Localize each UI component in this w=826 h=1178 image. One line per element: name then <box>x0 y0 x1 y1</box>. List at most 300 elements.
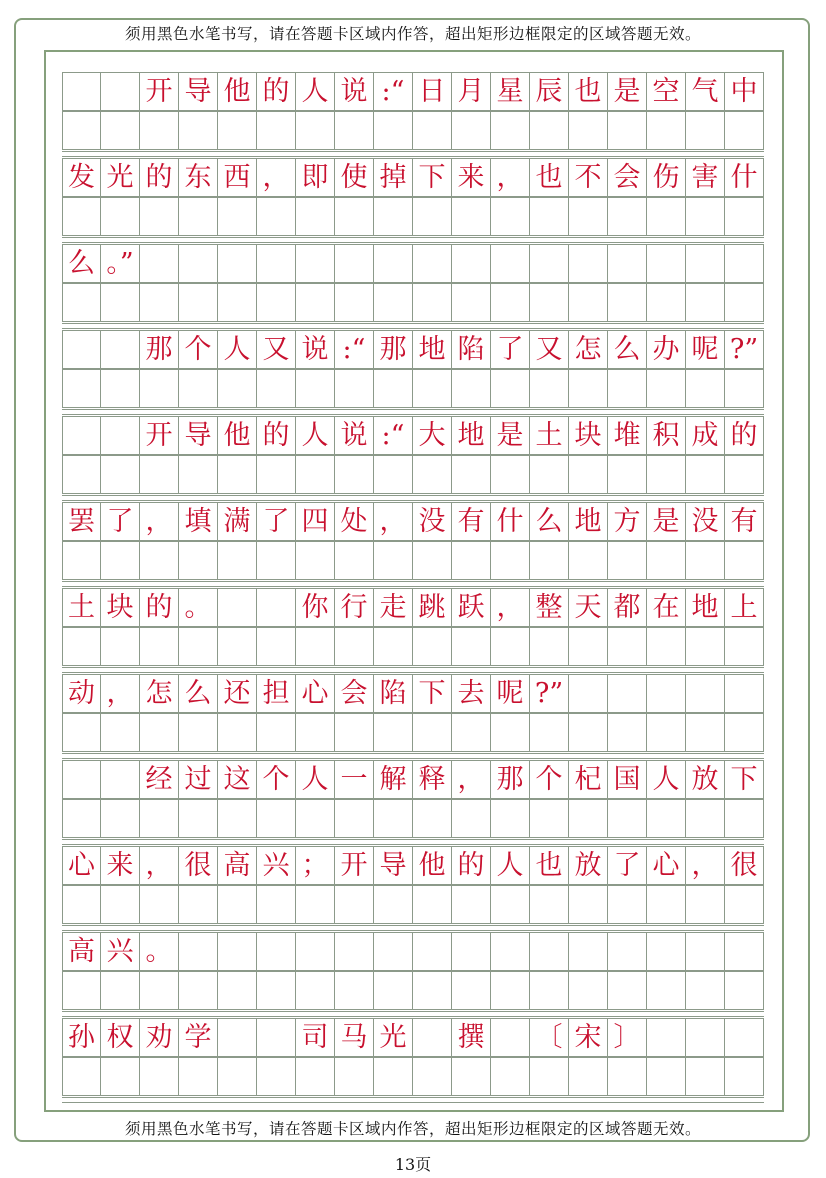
grid-cell: 放 <box>569 846 608 885</box>
grid-cell-empty <box>647 1057 686 1096</box>
grid-cell: 陷 <box>374 674 413 713</box>
grid-cell <box>101 760 140 799</box>
grid-cell-empty <box>101 713 140 752</box>
grid-cell-empty <box>491 197 530 236</box>
grid-cell: 呢 <box>686 330 725 369</box>
grid-cell: 那 <box>491 760 530 799</box>
grid-cell-empty <box>101 197 140 236</box>
grid-cell: 发 <box>62 158 101 197</box>
grid-cell-empty <box>686 799 725 838</box>
grid-cell-empty <box>101 283 140 322</box>
grid-cell-empty <box>101 369 140 408</box>
grid-cell-empty <box>413 713 452 752</box>
grid-cell-empty <box>179 369 218 408</box>
grid-cell-empty <box>296 369 335 408</box>
grid-cell <box>686 674 725 713</box>
grid-cell-empty <box>413 885 452 924</box>
grid-cell-empty <box>101 627 140 666</box>
grid-cell: ， <box>140 846 179 885</box>
grid-cell-empty <box>530 627 569 666</box>
row-gap <box>62 409 764 415</box>
grid-cell <box>62 72 101 111</box>
grid-cell: 辰 <box>530 72 569 111</box>
grid-cell-empty <box>335 971 374 1010</box>
grid-cell-empty <box>647 455 686 494</box>
row-gap <box>62 323 764 329</box>
row-gap <box>62 839 764 845</box>
grid-cell <box>725 674 764 713</box>
text-row <box>62 932 764 971</box>
grid-cell: 块 <box>101 588 140 627</box>
grid-cell-empty <box>140 799 179 838</box>
grid-cell-empty <box>374 713 413 752</box>
grid-cell <box>725 1018 764 1057</box>
grid-cell-empty <box>257 541 296 580</box>
grid-cell-empty <box>62 283 101 322</box>
grid-cell-empty <box>725 713 764 752</box>
grid-cell-empty <box>179 713 218 752</box>
grid-cell: ， <box>452 760 491 799</box>
grid-cell: 这 <box>218 760 257 799</box>
grid-cell-empty <box>569 283 608 322</box>
text-row <box>62 502 764 541</box>
grid-cell <box>608 244 647 283</box>
grid-cell-empty <box>452 1057 491 1096</box>
grid-cell: 使 <box>335 158 374 197</box>
grid-cell: ， <box>686 846 725 885</box>
grid-cell <box>647 674 686 713</box>
grid-cell: 权 <box>101 1018 140 1057</box>
grid-cell-empty <box>140 369 179 408</box>
grid-cell <box>569 244 608 283</box>
grid-cell: 西 <box>218 158 257 197</box>
grid-cell-empty <box>179 283 218 322</box>
grid-cell: ， <box>140 502 179 541</box>
grid-cell <box>62 416 101 455</box>
grid-cell-empty <box>296 455 335 494</box>
row-gap <box>62 151 764 157</box>
grid-cell-empty <box>62 369 101 408</box>
grid-cell <box>491 932 530 971</box>
grid-cell-empty <box>569 1057 608 1096</box>
grid-cell: 导 <box>179 416 218 455</box>
grid-cell: 下 <box>413 674 452 713</box>
grid-cell: 了 <box>101 502 140 541</box>
grid-cell <box>296 244 335 283</box>
grid-cell <box>179 244 218 283</box>
grid-cell <box>413 1018 452 1057</box>
grid-cell: 劝 <box>140 1018 179 1057</box>
grid-cell-empty <box>647 283 686 322</box>
grid-cell-empty <box>608 283 647 322</box>
grid-cell-empty <box>725 971 764 1010</box>
grid-cell: 都 <box>608 588 647 627</box>
grid-cell-empty <box>257 197 296 236</box>
grid-cell-empty <box>530 713 569 752</box>
grid-cell-empty <box>413 1057 452 1096</box>
grid-cell: 兴 <box>101 932 140 971</box>
grid-cell: 是 <box>608 72 647 111</box>
text-row <box>62 244 764 283</box>
grid-cell: 一 <box>335 760 374 799</box>
grid-cell: 没 <box>413 502 452 541</box>
grid-cell-empty <box>62 1057 101 1096</box>
grid-cell: 人 <box>491 846 530 885</box>
grid-cell-empty <box>374 283 413 322</box>
grid-cell: 还 <box>218 674 257 713</box>
grid-cell: 陷 <box>452 330 491 369</box>
grid-cell-empty <box>608 627 647 666</box>
grid-cell-empty <box>179 971 218 1010</box>
grid-cell: ?” <box>530 674 569 713</box>
grid-cell: 地 <box>452 416 491 455</box>
grid-cell: 整 <box>530 588 569 627</box>
grid-cell: 日 <box>413 72 452 111</box>
grid-cell-empty <box>179 455 218 494</box>
grid-cell: 下 <box>725 760 764 799</box>
grid-cell: 么 <box>62 244 101 283</box>
grid-cell-empty <box>413 283 452 322</box>
grid-cell <box>686 1018 725 1057</box>
grid-cell-empty <box>296 627 335 666</box>
grid-cell: 高 <box>62 932 101 971</box>
grid-cell-empty <box>452 799 491 838</box>
grid-cell-empty <box>62 885 101 924</box>
grid-cell-empty <box>374 541 413 580</box>
grid-cell-empty <box>452 971 491 1010</box>
grid-cell-empty <box>530 455 569 494</box>
grid-cell: 开 <box>140 416 179 455</box>
grid-cell <box>101 330 140 369</box>
grid-cell <box>218 588 257 627</box>
grid-cell-empty <box>686 283 725 322</box>
grid-cell: ， <box>101 674 140 713</box>
text-row <box>62 158 764 197</box>
grid-cell-empty <box>491 369 530 408</box>
grid-cell <box>374 244 413 283</box>
blank-row <box>62 1057 764 1096</box>
grid-cell: 孙 <box>62 1018 101 1057</box>
grid-cell-empty <box>179 885 218 924</box>
grid-cell-empty <box>530 885 569 924</box>
grid-cell-empty <box>491 885 530 924</box>
grid-cell <box>257 588 296 627</box>
grid-cell-empty <box>218 369 257 408</box>
text-row <box>62 760 764 799</box>
grid-cell <box>647 244 686 283</box>
grid-cell: 。 <box>179 588 218 627</box>
grid-cell: 也 <box>530 158 569 197</box>
grid-cell: 中 <box>725 72 764 111</box>
grid-cell: 土 <box>62 588 101 627</box>
grid-cell: 光 <box>101 158 140 197</box>
grid-cell-empty <box>101 541 140 580</box>
grid-cell: 也 <box>530 846 569 885</box>
grid-cell-empty <box>179 1057 218 1096</box>
grid-cell-empty <box>179 197 218 236</box>
grid-cell: 人 <box>296 416 335 455</box>
grid-cell <box>452 932 491 971</box>
grid-cell: 人 <box>296 760 335 799</box>
grid-cell: 人 <box>647 760 686 799</box>
grid-cell-empty <box>296 971 335 1010</box>
grid-cell-empty <box>413 799 452 838</box>
grid-cell-empty <box>62 111 101 150</box>
row-gap <box>62 237 764 243</box>
grid-cell: 心 <box>296 674 335 713</box>
row-gap <box>62 581 764 587</box>
grid-cell-empty <box>413 455 452 494</box>
text-row <box>62 674 764 713</box>
grid-cell: 开 <box>335 846 374 885</box>
grid-cell-empty <box>62 713 101 752</box>
grid-cell-empty <box>335 111 374 150</box>
grid-cell <box>725 244 764 283</box>
grid-cell-empty <box>608 713 647 752</box>
grid-cell <box>569 674 608 713</box>
grid-cell: 积 <box>647 416 686 455</box>
grid-cell-empty <box>296 197 335 236</box>
grid-cell-empty <box>569 541 608 580</box>
grid-cell: 撰 <box>452 1018 491 1057</box>
grid-cell: 又 <box>257 330 296 369</box>
grid-cell <box>491 244 530 283</box>
grid-cell-empty <box>140 455 179 494</box>
grid-cell-empty <box>530 541 569 580</box>
grid-cell <box>257 932 296 971</box>
grid-cell-empty <box>257 971 296 1010</box>
row-gap <box>62 1097 764 1103</box>
grid-cell-empty <box>725 1057 764 1096</box>
grid-cell: 来 <box>101 846 140 885</box>
grid-cell-empty <box>335 713 374 752</box>
grid-cell <box>413 244 452 283</box>
grid-cell-empty <box>491 971 530 1010</box>
grid-cell: 空 <box>647 72 686 111</box>
grid-cell: 也 <box>569 72 608 111</box>
grid-cell: ?” <box>725 330 764 369</box>
grid-cell-empty <box>62 455 101 494</box>
grid-cell-empty <box>374 627 413 666</box>
grid-cell-empty <box>296 541 335 580</box>
text-row <box>62 588 764 627</box>
text-row <box>62 330 764 369</box>
grid-cell-empty <box>647 111 686 150</box>
grid-cell: 即 <box>296 158 335 197</box>
grid-cell: 了 <box>608 846 647 885</box>
grid-cell-empty <box>218 627 257 666</box>
grid-cell-empty <box>647 885 686 924</box>
grid-cell: 办 <box>647 330 686 369</box>
grid-cell-empty <box>569 369 608 408</box>
blank-row <box>62 713 764 752</box>
grid-cell: 司 <box>296 1018 335 1057</box>
text-row <box>62 846 764 885</box>
grid-cell: 学 <box>179 1018 218 1057</box>
grid-cell-empty <box>296 111 335 150</box>
grid-cell-empty <box>413 627 452 666</box>
grid-cell-empty <box>218 455 257 494</box>
grid-cell-empty <box>686 627 725 666</box>
grid-cell <box>569 932 608 971</box>
grid-cell-empty <box>725 111 764 150</box>
grid-cell <box>608 932 647 971</box>
grid-cell: 的 <box>140 158 179 197</box>
grid-cell-empty <box>686 885 725 924</box>
grid-cell: 害 <box>686 158 725 197</box>
grid-cell: 那 <box>140 330 179 369</box>
grid-cell <box>530 244 569 283</box>
grid-cell <box>686 932 725 971</box>
grid-cell-empty <box>335 799 374 838</box>
grid-cell-empty <box>569 111 608 150</box>
grid-cell: 走 <box>374 588 413 627</box>
grid-cell-empty <box>374 455 413 494</box>
grid-cell-empty <box>335 369 374 408</box>
grid-cell-empty <box>647 197 686 236</box>
grid-cell-empty <box>62 197 101 236</box>
grid-cell-empty <box>686 971 725 1010</box>
grid-cell-empty <box>179 627 218 666</box>
grid-cell: 个 <box>530 760 569 799</box>
grid-cell: 国 <box>608 760 647 799</box>
grid-cell-empty <box>686 111 725 150</box>
grid-cell: 开 <box>140 72 179 111</box>
grid-cell-empty <box>179 541 218 580</box>
grid-cell-empty <box>257 283 296 322</box>
grid-cell-empty <box>686 541 725 580</box>
grid-cell-empty <box>686 197 725 236</box>
grid-cell-empty <box>569 799 608 838</box>
grid-cell <box>296 932 335 971</box>
grid-cell: 个 <box>257 760 296 799</box>
grid-cell: 那 <box>374 330 413 369</box>
grid-cell: 呢 <box>491 674 530 713</box>
text-row <box>62 72 764 111</box>
grid-cell-empty <box>374 369 413 408</box>
grid-cell-empty <box>140 197 179 236</box>
grid-cell: 处 <box>335 502 374 541</box>
grid-cell-empty <box>101 111 140 150</box>
grid-cell-empty <box>413 971 452 1010</box>
grid-cell-empty <box>218 713 257 752</box>
grid-cell-empty <box>257 799 296 838</box>
grid-cell: 块 <box>569 416 608 455</box>
blank-row <box>62 971 764 1010</box>
grid-cell <box>452 244 491 283</box>
grid-cell <box>335 932 374 971</box>
grid-cell: 跃 <box>452 588 491 627</box>
grid-cell: 的 <box>725 416 764 455</box>
grid-cell: 导 <box>374 846 413 885</box>
grid-cell-empty <box>686 713 725 752</box>
row-gap <box>62 495 764 501</box>
grid-cell <box>647 1018 686 1057</box>
grid-cell-empty <box>179 111 218 150</box>
grid-cell: 杞 <box>569 760 608 799</box>
grid-cell-empty <box>530 369 569 408</box>
grid-cell: 么 <box>608 330 647 369</box>
blank-row <box>62 799 764 838</box>
grid-cell-empty <box>335 283 374 322</box>
grid-cell-empty <box>725 541 764 580</box>
grid-cell: 不 <box>569 158 608 197</box>
grid-cell-empty <box>257 713 296 752</box>
grid-cell-empty <box>413 541 452 580</box>
grid-cell: 是 <box>647 502 686 541</box>
grid-cell-empty <box>335 455 374 494</box>
grid-cell: 土 <box>530 416 569 455</box>
grid-cell-empty <box>374 111 413 150</box>
grid-cell: 有 <box>452 502 491 541</box>
grid-cell-empty <box>452 369 491 408</box>
grid-cell-empty <box>218 197 257 236</box>
grid-cell-empty <box>257 369 296 408</box>
grid-cell: 的 <box>452 846 491 885</box>
grid-cell-empty <box>296 1057 335 1096</box>
grid-cell-empty <box>257 1057 296 1096</box>
grid-cell: 〕 <box>608 1018 647 1057</box>
grid-cell-empty <box>452 885 491 924</box>
grid-cell <box>218 244 257 283</box>
grid-cell-empty <box>452 283 491 322</box>
grid-cell: ， <box>491 158 530 197</box>
grid-cell: 说 <box>335 72 374 111</box>
grid-cell-empty <box>101 885 140 924</box>
grid-cell: 很 <box>179 846 218 885</box>
grid-cell: 地 <box>569 502 608 541</box>
blank-row <box>62 369 764 408</box>
grid-cell: 堆 <box>608 416 647 455</box>
grid-cell-empty <box>725 369 764 408</box>
grid-cell-empty <box>569 971 608 1010</box>
grid-cell-empty <box>686 369 725 408</box>
row-gap <box>62 667 764 673</box>
grid-cell: 放 <box>686 760 725 799</box>
grid-cell: 马 <box>335 1018 374 1057</box>
row-gap <box>62 925 764 931</box>
grid-cell <box>647 932 686 971</box>
grid-cell-empty <box>608 799 647 838</box>
grid-cell-empty <box>374 1057 413 1096</box>
grid-cell-empty <box>140 111 179 150</box>
grid-cell: 的 <box>257 72 296 111</box>
grid-cell-empty <box>569 713 608 752</box>
grid-cell-empty <box>218 799 257 838</box>
grid-cell: 人 <box>218 330 257 369</box>
blank-row <box>62 283 764 322</box>
grid-cell: ， <box>374 502 413 541</box>
grid-cell: 天 <box>569 588 608 627</box>
grid-cell <box>686 244 725 283</box>
grid-cell-empty <box>647 971 686 1010</box>
grid-cell-empty <box>296 799 335 838</box>
grid-cell: 的 <box>257 416 296 455</box>
grid-cell: 填 <box>179 502 218 541</box>
grid-cell-empty <box>335 1057 374 1096</box>
grid-cell: 导 <box>179 72 218 111</box>
blank-row <box>62 197 764 236</box>
grid-cell: 宋 <box>569 1018 608 1057</box>
grid-cell: 地 <box>413 330 452 369</box>
grid-cell: 会 <box>335 674 374 713</box>
grid-cell: 掉 <box>374 158 413 197</box>
grid-cell-empty <box>725 455 764 494</box>
grid-cell-empty <box>491 283 530 322</box>
grid-cell: 会 <box>608 158 647 197</box>
blank-row <box>62 541 764 580</box>
grid-cell-empty <box>725 197 764 236</box>
